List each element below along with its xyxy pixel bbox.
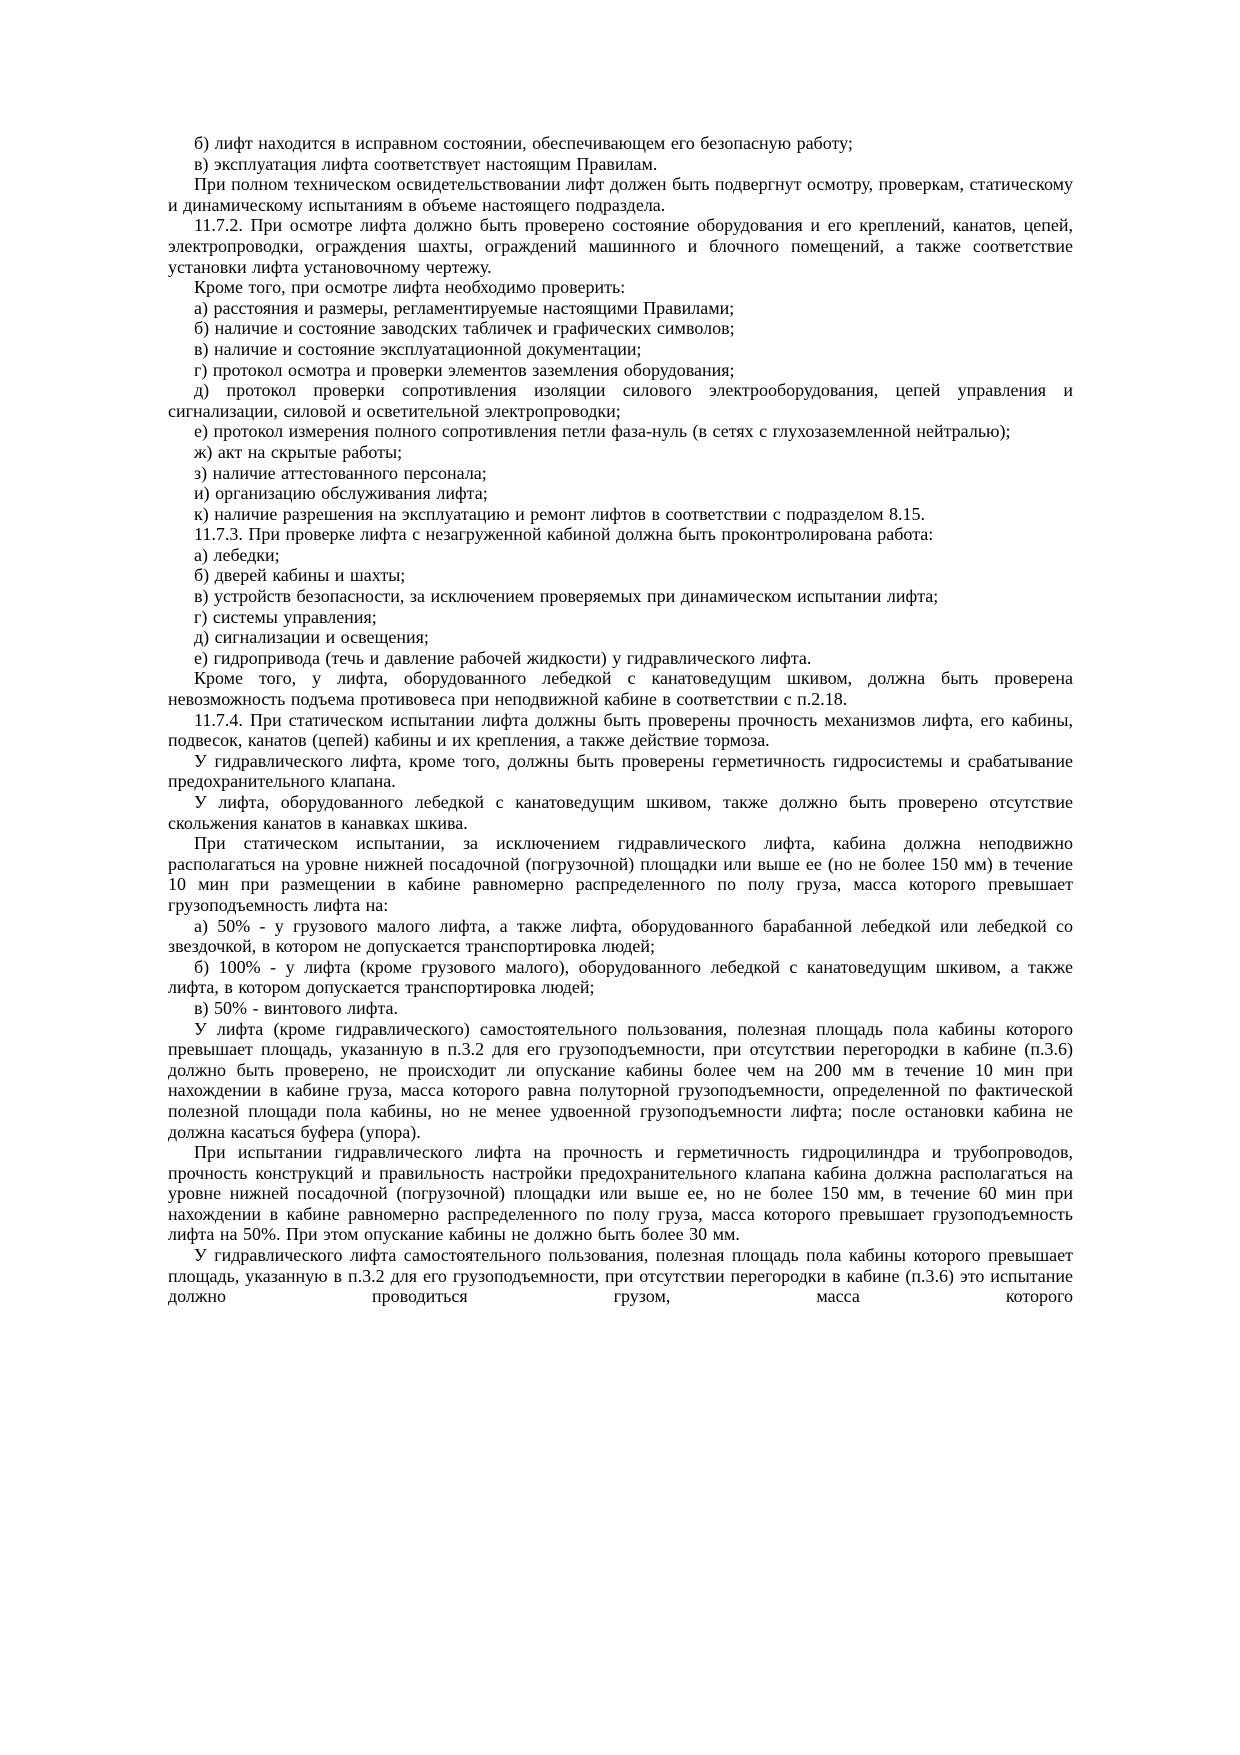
paragraph: в) 50% - винтового лифта. <box>194 997 399 1018</box>
paragraph: У лифта (кроме гидравлического) самостоятельного пользования, полезная площадь пола кабины которого превышает площадь, указанную в п.3.2 для его грузоподъемности, при отсутствии перегородки в кабине (п.3.6) должно быть проверено, не происходит ли опускание кабины более чем на 200 мм в течение 10 мин при нахождении в кабине груза, масса которого равна полуторной грузоподъемности, определенной по фактической полезной площади пола кабины, но не менее удвоенной грузоподъемности лифта; после остановки кабина не должна касаться буфера (упора). <box>168 1018 1073 1142</box>
paragraph: е) гидропривода (течь и давление рабочей жидкости) у гидравлического лифта. <box>194 647 812 668</box>
paragraph: При статическом испытании, за исключением гидравлического лифта, кабина должна неподвижно располагаться на уровне нижней посадочной (погрузочной) площадки или выше ее (но не более 150 мм) в течение 10 мин при размещении в кабине равномерно распределенного по полу груза, масса которого превышает грузоподъемность лифта на: <box>168 833 1073 915</box>
paragraph: 11.7.4. При статическом испытании лифта должны быть проверены прочность механизмов лифта, его кабины, подвесок, канатов (цепей) кабины и их крепления, а также действие тормоза. <box>168 709 1073 751</box>
paragraph: При испытании гидравлического лифта на прочность и герметичность гидроцилиндра и трубопроводов, прочность конструкций и правильность настройки предохранительного клапана кабина должна располагаться на уровне нижней посадочной (погрузочной) площадки или выше ее, но не более 150 мм, в течение 60 мин при нахождении в кабине равномерно распределенного по полу груза, масса которого превышает грузоподъемность лифта на 50%. При этом опускание кабины не должно быть более 30 мм. <box>168 1142 1073 1245</box>
paragraph: в) эксплуатация лифта соответствует настоящим Правилам. <box>194 153 658 174</box>
paragraph: в) наличие и состояние эксплуатационной документации; <box>194 338 642 359</box>
paragraph: д) протокол проверки сопротивления изоляции силового электрооборудования, цепей управления и сигнализации, силовой и осветительной электропроводки; <box>168 380 1073 421</box>
paragraph: Кроме того, у лифта, оборудованного лебедкой с канатоведущим шкивом, должна быть проверена невозможность подъема противовеса при неподвижной кабине в соответствии с п.2.18. <box>168 668 1073 710</box>
paragraph: б) дверей кабины и шахты; <box>194 565 406 586</box>
paragraph: У лифта, оборудованного лебедкой с канатоведущим шкивом, также должно быть проверено отсутствие скольжения канатов в канавках шкива. <box>168 792 1073 833</box>
paragraph: е) протокол измерения полного сопротивления петли фаза-нуль (в сетях с глухозаземленной нейтралью); <box>194 421 1011 442</box>
paragraph: 11.7.2. При осмотре лифта должно быть проверено состояние оборудования и его креплений, канатов, цепей, электропроводки, ограждения шахты, ограждений машинного и блочного помещений, а также соответствие установки лифта установочному чертежу. <box>168 215 1073 277</box>
paragraph: ж) акт на скрытые работы; <box>194 441 403 462</box>
paragraph: а) лебедки; <box>194 544 280 565</box>
paragraph: г) системы управления; <box>194 606 377 627</box>
paragraph: У гидравлического лифта, кроме того, должны быть проверены герметичность гидросистемы и срабатывание предохранительного клапана. <box>168 750 1073 792</box>
paragraph: б) наличие и состояние заводских табличек и графических символов; <box>194 318 735 339</box>
paragraph: и) организацию обслуживания лифта; <box>194 483 488 504</box>
paragraph: б) лифт находится в исправном состоянии, обеспечивающем его безопасную работу; <box>194 133 853 153</box>
paragraph: а) расстояния и размеры, регламентируемые настоящими Правилами; <box>194 297 735 318</box>
paragraph: 11.7.3. При проверке лифта с незагруженной кабиной должна быть проконтролирована работа: <box>194 524 934 545</box>
paragraph: в) устройств безопасности, за исключением проверяемых при динамическом испытании лифта; <box>194 586 939 607</box>
document-text <box>168 133 1073 1307</box>
paragraph: б) 100% - у лифта (кроме грузового малого), оборудованного лебедкой с канатоведущим шкивом, а также лифта, в котором допускается транспортировка людей; <box>168 956 1073 998</box>
paragraph: д) сигнализации и освещения; <box>194 627 429 648</box>
paragraph: Кроме того, при осмотре лифта необходимо проверить: <box>194 277 626 298</box>
paragraph: к) наличие разрешения на эксплуатацию и ремонт лифтов в соответствии с подразделом 8.15. <box>194 503 925 524</box>
paragraph: При полном техническом освидетельствовании лифт должен быть подвергнут осмотру, проверкам, статическому и динамическому испытаниям в объеме настоящего подраздела. <box>168 174 1073 215</box>
paragraph: а) 50% - у грузового малого лифта, а также лифта, оборудованного барабанной лебедкой или лебедкой со звездочкой, в котором не допускается транспортировка людей; <box>168 915 1073 957</box>
paragraph: з) наличие аттестованного персонала; <box>194 462 487 483</box>
paragraph: У гидравлического лифта самостоятельного пользования, полезная площадь пола кабины которого превышает площадь, указанную в п.3.2 для его грузоподъемности, при отсутствии перегородки в кабине (п.3.6) это испытание должно проводиться грузом, масса которого <box>168 1245 1073 1307</box>
paragraph: г) протокол осмотра и проверки элементов заземления оборудования; <box>194 359 735 380</box>
